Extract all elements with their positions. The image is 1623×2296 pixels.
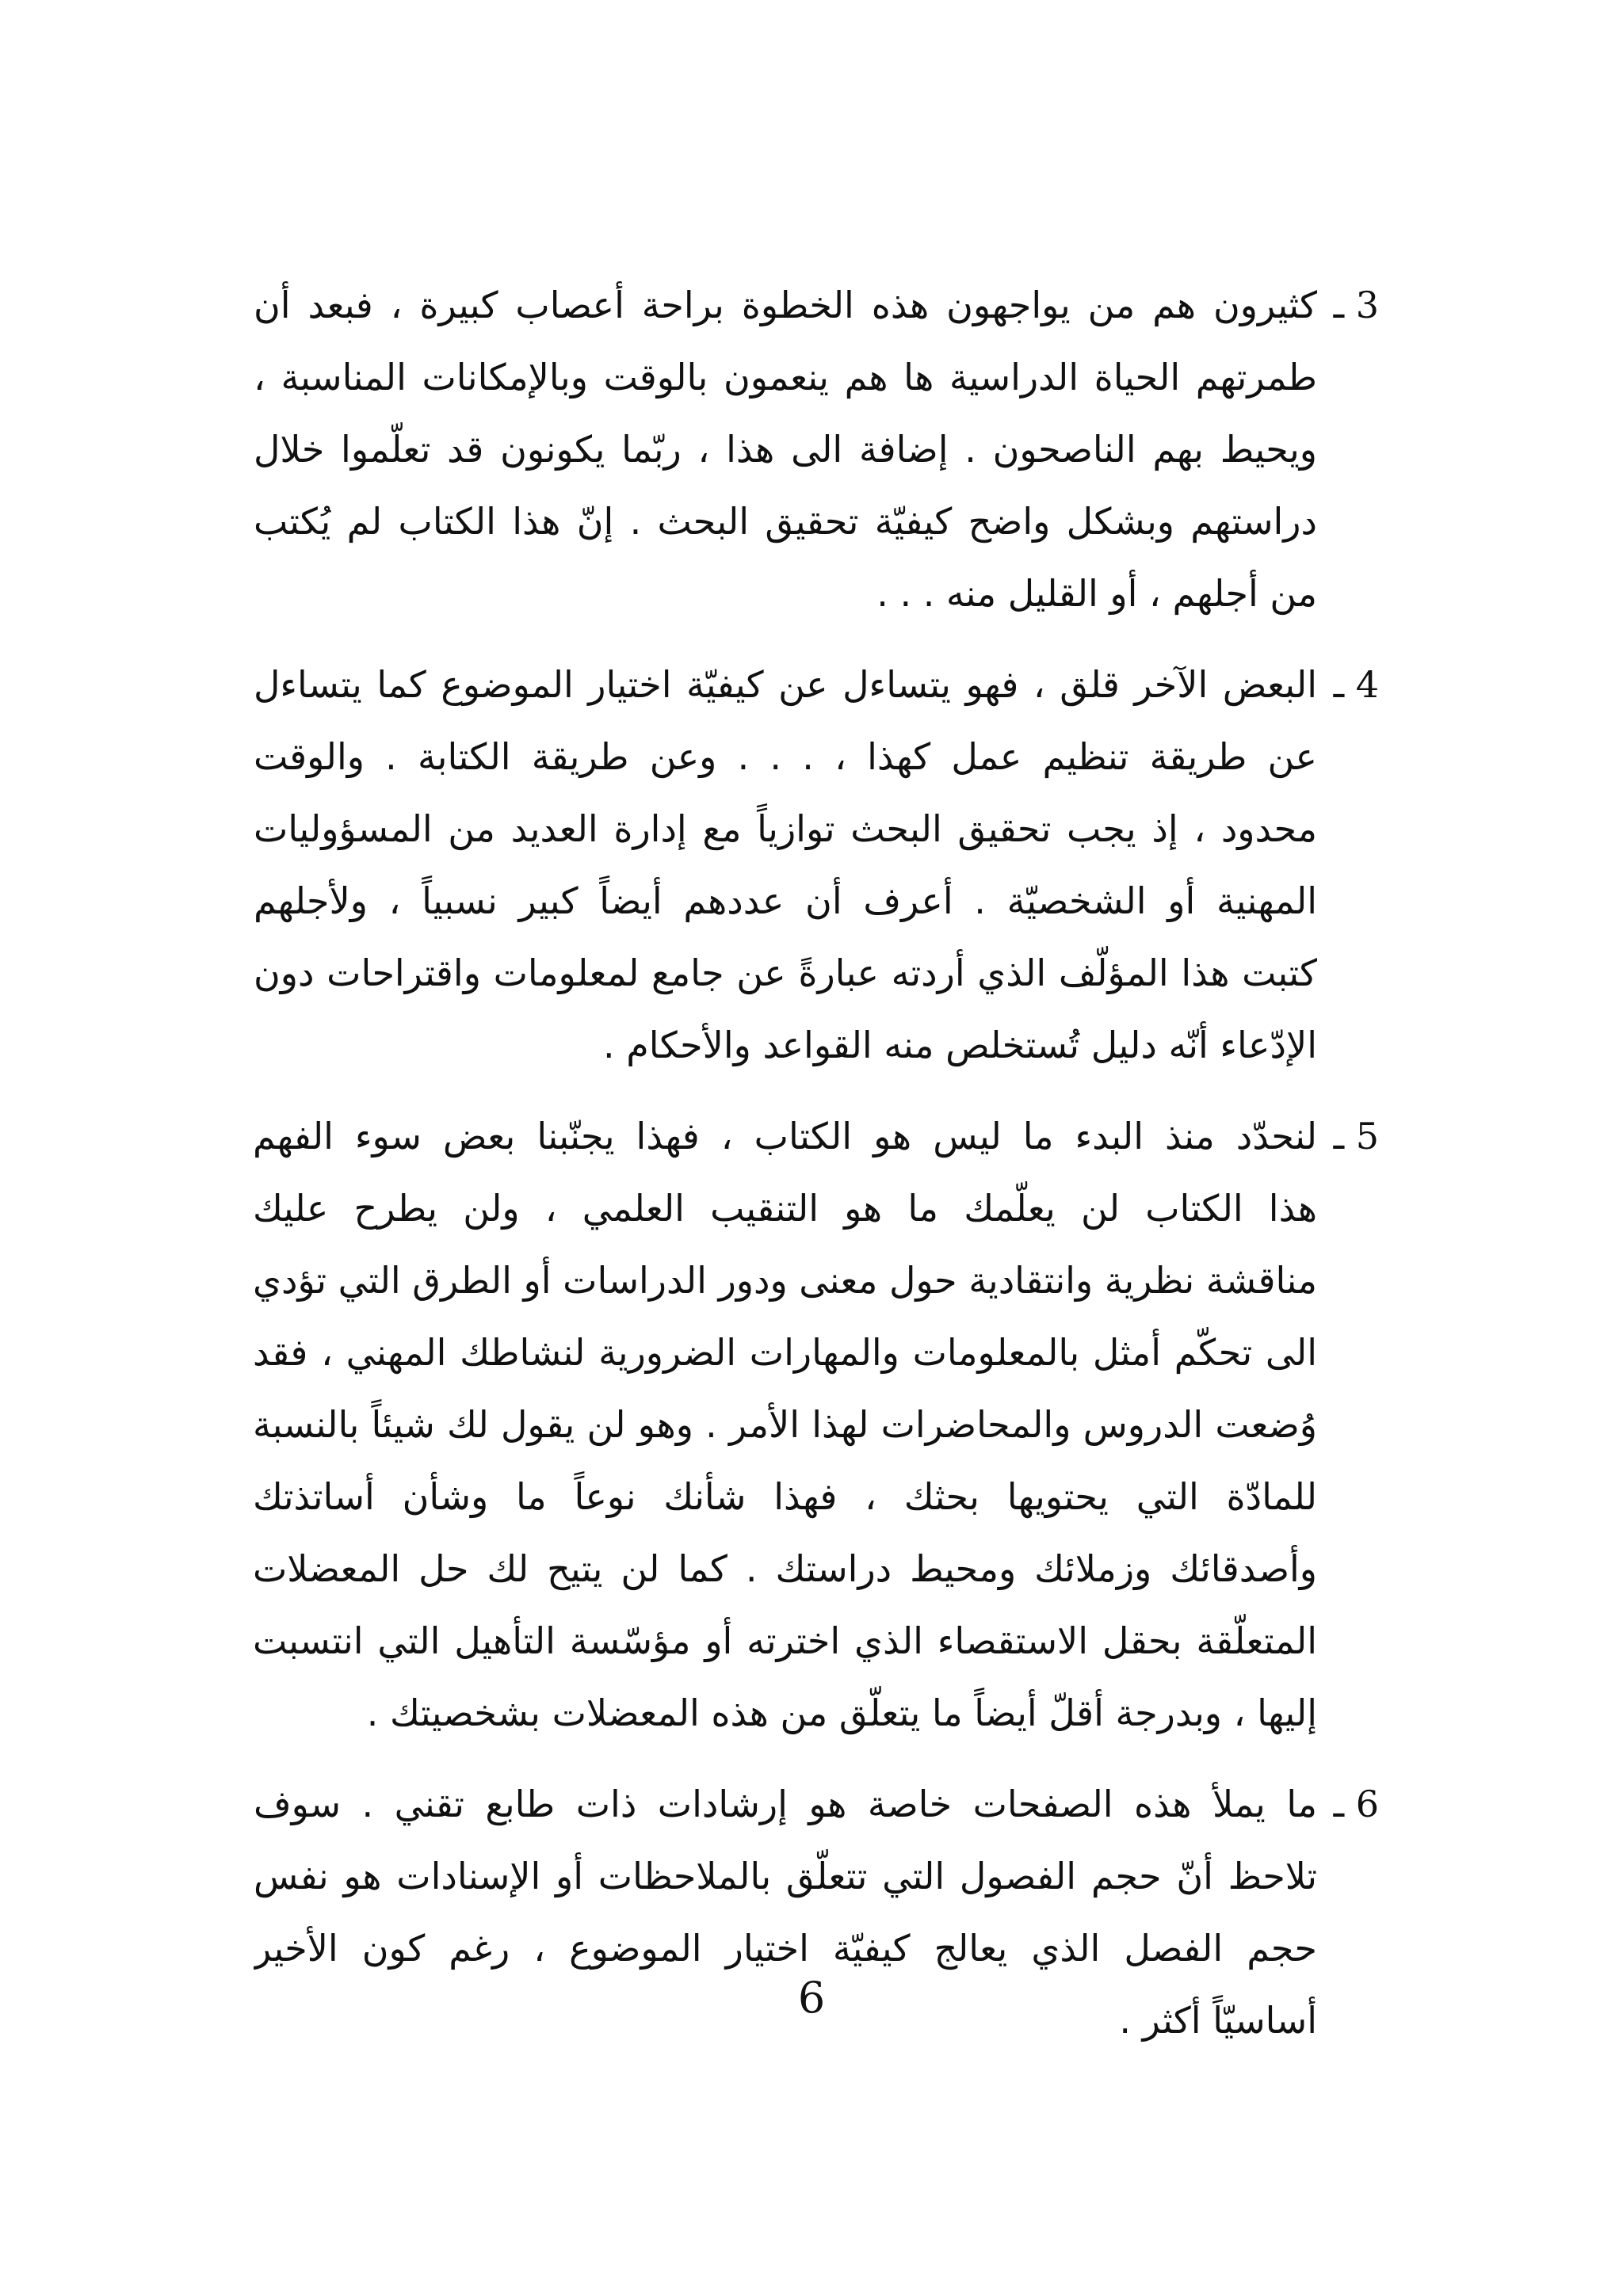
text-line: محدود ، إذ يجب تحقيق البحث توازياً مع إدارة العديد من المسؤوليات xyxy=(254,807,1317,850)
numbered-paragraph xyxy=(254,269,1379,630)
body-text xyxy=(254,269,1379,2076)
text-line: ما يملأ هذه الصفحات خاصة هو إرشادات ذات طابع تقني . سوف xyxy=(254,1783,1317,1825)
text-line: عن طريقة تنظيم عمل كهذا ، . . . وعن طريقة الكتابة . والوقت xyxy=(254,735,1317,778)
text-line: من أجلهم ، أو القليل منه . . . xyxy=(876,572,1317,615)
text-line: البعض الآخر قلق ، فهو يتساءل عن كيفيّة اختيار الموضوع كما يتساءل xyxy=(254,663,1317,706)
paragraph-text xyxy=(254,649,1317,1081)
paragraph-number: 4 ـ xyxy=(1333,663,1379,706)
text-line: المهنية أو الشخصيّة . أعرف أن عددهم أيضاً كبير نسبياً ، ولأجلهم xyxy=(254,879,1317,922)
paragraph-number: 5 ـ xyxy=(1333,1115,1379,1158)
paragraph-text xyxy=(253,1100,1317,1749)
text-line: المتعلّقة بحقل الاستقصاء الذي اخترته أو مؤسّسة التأهيل التي انتسبت xyxy=(252,1619,1317,1662)
text-line: وأصدقائك وزملائك ومحيط دراستك . كما لن يتيح لك حل المعضلات xyxy=(252,1547,1317,1590)
text-line: وُضعت الدروس والمحاضرات لهذا الأمر . وهو لن يقول لك شيئاً بالنسبة xyxy=(252,1403,1317,1446)
text-line: ويحيط بهم الناصحون . إضافة الى هذا ، ربّما يكونون قد تعلّموا خلال xyxy=(254,428,1317,471)
text-line: لنحدّد منذ البدء ما ليس هو الكتاب ، فهذا يجنّبنا بعض سوء الفهم xyxy=(252,1115,1317,1158)
text-line: تلاحظ أنّ حجم الفصول التي تتعلّق بالملاحظات أو الإسنادات هو نفس xyxy=(254,1855,1317,1897)
text-line: دراستهم وبشكل واضح كيفيّة تحقيق البحث . إنّ هذا الكتاب لم يُكتب xyxy=(254,500,1317,543)
numbered-paragraph xyxy=(254,1100,1379,1749)
text-line: الى تحكّم أمثل بالمعلومات والمهارات الضرورية لنشاطك المهني ، فقد xyxy=(252,1331,1317,1374)
numbered-paragraph xyxy=(254,649,1379,1081)
text-line: أساسيّاً أكثر . xyxy=(1119,1999,1317,2042)
paragraph-number: 6 ـ xyxy=(1333,1783,1379,1825)
text-line: للمادّة التي يحتويها بحثك ، فهذا شأنك نوعاً ما وشأن أساتذتك xyxy=(252,1475,1317,1518)
text-line: حجم الفصل الذي يعالج كيفيّة اختيار الموضوع ، رغم كون الأخير xyxy=(254,1927,1317,1970)
paragraph-number: 3 ـ xyxy=(1333,284,1379,326)
text-line: إليها ، وبدرجة أقلّ أيضاً ما يتعلّق من هذه المعضلات بشخصيتك . xyxy=(366,1691,1317,1734)
text-line: الإدّعاء أنّه دليل تُستخلص منه القواعد والأحكام . xyxy=(603,1024,1317,1066)
page-number: 6 xyxy=(797,1973,826,2023)
text-line: كتبت هذا المؤلّف الذي أردته عبارةً عن جامع لمعلومات واقتراحات دون xyxy=(254,952,1317,994)
text-line: طمرتهم الحياة الدراسية ها هم ينعمون بالوقت وبالإمكانات المناسبة ، xyxy=(254,356,1317,399)
text-line: مناقشة نظرية وانتقادية حول معنى ودور الدراسات أو الطرق التي تؤدي xyxy=(252,1259,1317,1302)
text-line: هذا الكتاب لن يعلّمك ما هو التنقيب العلمي ، ولن يطرح عليك xyxy=(252,1187,1317,1230)
text-line: كثيرون هم من يواجهون هذه الخطوة براحة أعصاب كبيرة ، فبعد أن xyxy=(254,284,1317,326)
paragraph-text xyxy=(254,269,1317,630)
